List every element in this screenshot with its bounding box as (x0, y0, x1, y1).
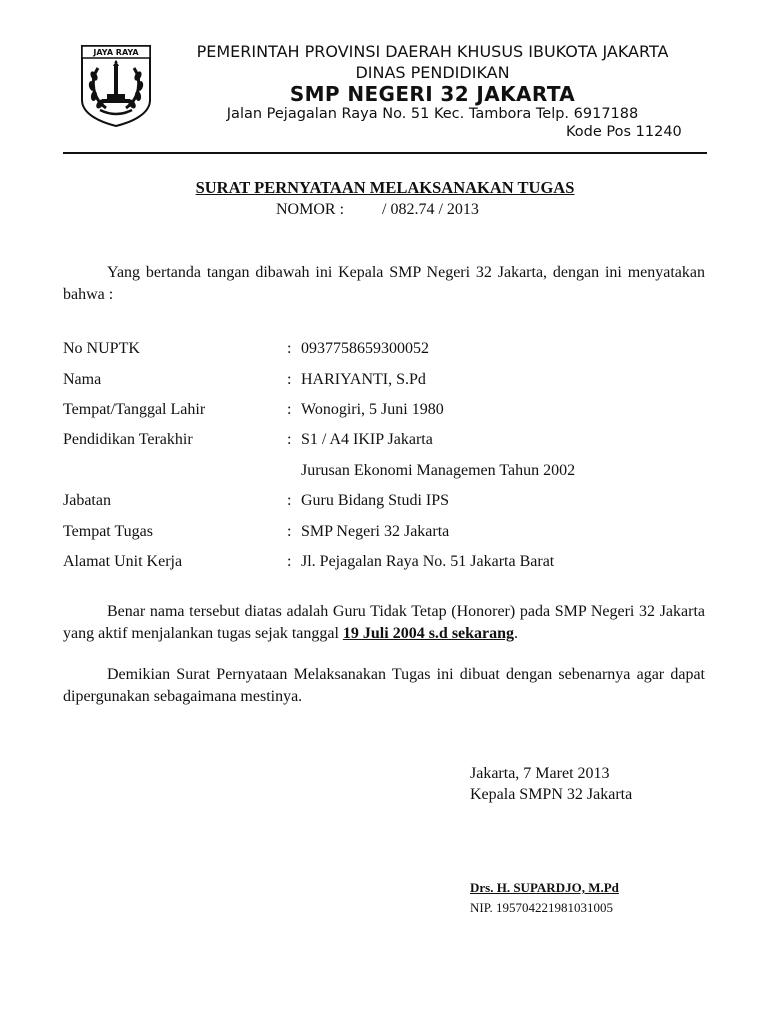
statement-text: Benar nama tersebut diatas adalah Guru Tidak Tetap (Honorer) pada SMP Negeri 32 Jakarta yang aktif menjalankan tugas sejak tanggal (63, 603, 705, 642)
field-value: SMP Negeri 32 Jakarta (301, 523, 450, 540)
letterhead-address: Jalan Pejagalan Raya No. 51 Kec. Tambora Telp. 6917188 (226, 106, 639, 122)
emblem-label: JAYA RAYA (93, 48, 139, 57)
field-value-continuation: Jurusan Ekonomi Managemen Tahun 2002 (301, 462, 576, 479)
field-colon: : (287, 340, 292, 357)
field-label: Alamat Unit Kerja (63, 553, 183, 570)
letterhead-government: PEMERINTAH PROVINSI DAERAH KHUSUS IBUKOTA JAKARTA (196, 42, 669, 61)
letterhead-postal-code: Kode Pos 11240 (566, 124, 682, 140)
signer-title: Kepala SMPN 32 Jakarta (470, 786, 633, 803)
field-colon: : (287, 492, 292, 509)
field-label: No NUPTK (63, 340, 140, 357)
intro-text: Yang bertanda tangan dibawah ini Kepala SMP Negeri 32 Jakarta, dengan ini menyatakan bahwa : (63, 264, 705, 303)
jaya-raya-emblem-icon (80, 44, 152, 128)
closing-text: Demikian Surat Pernyataan Melaksanakan Tugas ini dibuat dengan sebenarnya agar dapat dipergunakan sebagaimana mestinya. (63, 666, 705, 705)
document-title: SURAT PERNYATAAN MELAKSANAKAN TUGAS (195, 178, 575, 197)
signer-nip: NIP. 195704221981031005 (470, 900, 614, 915)
field-value: 0937758659300052 (301, 340, 429, 357)
letterhead-divider (63, 152, 707, 154)
closing-paragraph (63, 664, 705, 708)
field-colon: : (287, 523, 292, 540)
field-label: Tempat/Tanggal Lahir (63, 401, 206, 418)
field-label: Jabatan (63, 492, 111, 509)
statement-paragraph (63, 601, 705, 645)
signer-name: Drs. H. SUPARDJO, M.Pd (470, 880, 619, 895)
place-and-date: Jakarta, 7 Maret 2013 (470, 765, 610, 782)
field-value: HARIYANTI, S.Pd (301, 371, 426, 388)
statement-end: . (514, 625, 519, 642)
service-period: 19 Juli 2004 s.d sekarang (342, 625, 515, 642)
field-colon: : (287, 401, 292, 418)
intro-paragraph (63, 262, 705, 306)
document-number-label: NOMOR : (276, 201, 345, 218)
field-value: Wonogiri, 5 Juni 1980 (301, 401, 444, 418)
document-number-value: / 082.74 / 2013 (382, 201, 479, 218)
field-colon: : (287, 553, 292, 570)
letterhead-school-name: SMP NEGERI 32 JAKARTA (289, 82, 576, 106)
field-label: Tempat Tugas (63, 523, 153, 540)
field-label: Pendidikan Terakhir (63, 431, 193, 448)
field-colon: : (287, 371, 292, 388)
field-label: Nama (63, 371, 102, 388)
field-value: S1 / A4 IKIP Jakarta (301, 431, 433, 448)
letterhead-department: DINAS PENDIDIKAN (355, 63, 510, 82)
field-value: Jl. Pejagalan Raya No. 51 Jakarta Barat (301, 553, 555, 570)
field-colon: : (287, 431, 292, 448)
field-value: Guru Bidang Studi IPS (301, 492, 450, 509)
